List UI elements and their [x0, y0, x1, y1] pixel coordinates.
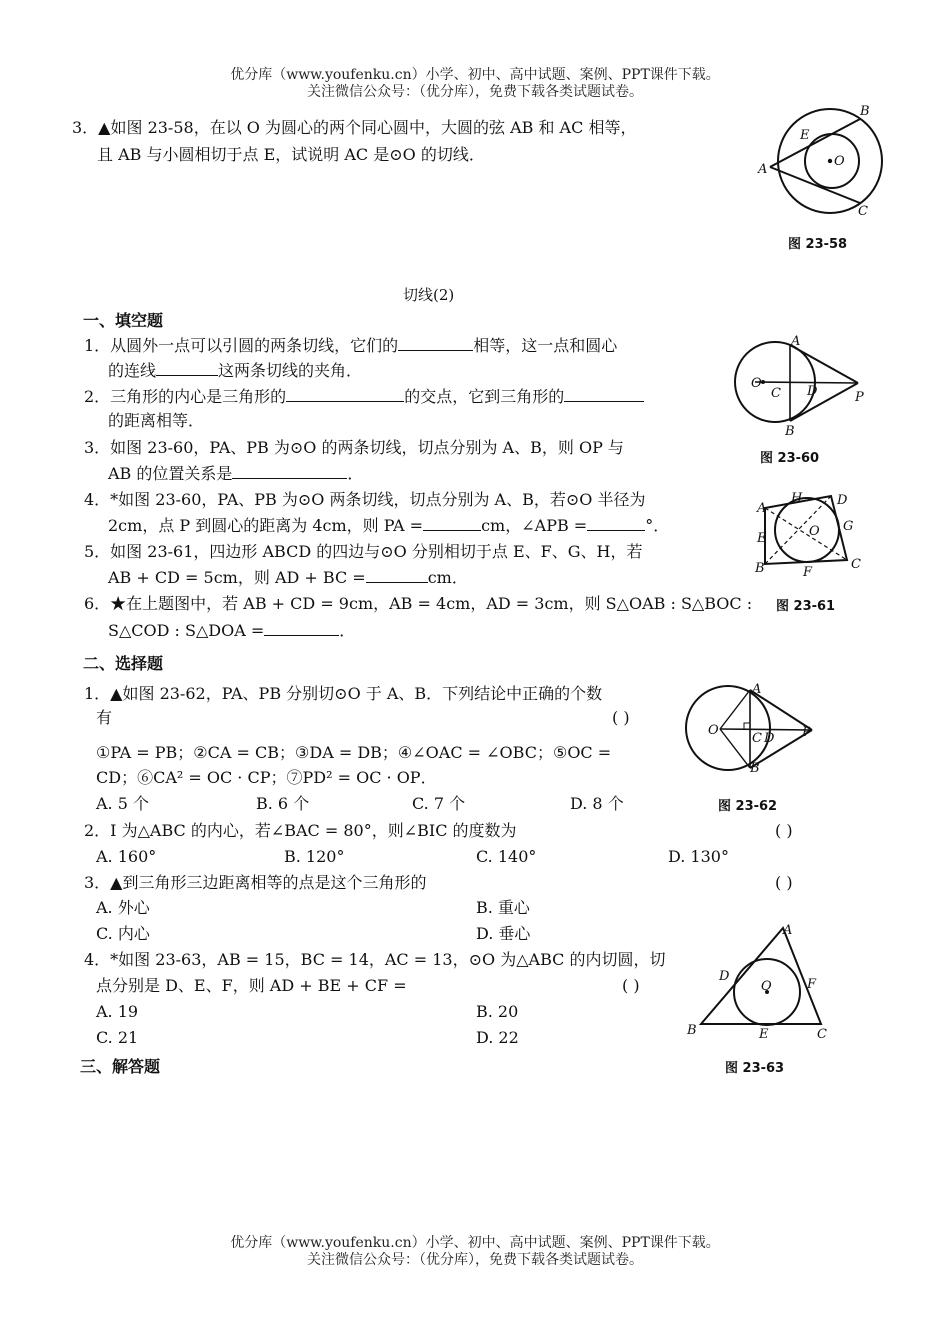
fig63-label-a: A [783, 923, 793, 938]
fig60-label-b: B [785, 424, 795, 439]
choice-q2-paren[interactable]: ( ) [775, 821, 793, 840]
choice-q1-option-c[interactable]: C. 7 个 [412, 794, 466, 813]
fill-q2-blank-2[interactable] [564, 386, 644, 402]
choice-q4-line-1: 4．*如图 23-63，AB = 15，BC = 14，AC = 13，⊙O 为△ABC 的内切圆，切 [84, 950, 666, 969]
fig61-label-b: B [755, 561, 765, 576]
fig58-label-o: O [834, 154, 845, 169]
choice-q2-option-b[interactable]: B. 120° [284, 847, 345, 866]
choice-q4-line-2: 点分别是 D、E、F，则 AD + BE + CF = [96, 976, 407, 995]
fig58-center-dot [828, 159, 832, 163]
choice-q2-option-a[interactable]: A. 160° [96, 847, 157, 866]
fig62-label-p: P [802, 725, 811, 740]
fig60-line-op [755, 382, 858, 383]
fill-q4-line-2 [108, 515, 669, 536]
caption-23-62: 图 23-62 [718, 799, 778, 814]
fill-q5-line-2 [108, 567, 468, 588]
answer-heading: 三、解答题 [80, 1057, 161, 1076]
choice-q4-option-d[interactable]: D. 22 [476, 1028, 519, 1047]
fig61-label-c: C [851, 557, 861, 572]
fill-q6-blank[interactable] [264, 620, 339, 636]
fill-q3-line-2 [108, 463, 363, 484]
fill-q2-text-b: 的交点，它到三角形的 [404, 387, 565, 406]
fig58-label-e: E [800, 128, 810, 143]
fig60-tangent-pa [790, 345, 858, 383]
figure-23-63 [683, 920, 833, 1045]
choice-q3-option-b[interactable]: B. 重心 [476, 898, 530, 917]
fill-q4-line-1: 4．*如图 23-60，PA、PB 为⊙O 两条切线，切点分别为 A、B，若⊙O 半径为 [84, 490, 646, 509]
choice-q1-line-3: ①PA = PB；②CA = CB；③DA = DB；④∠OAC = ∠OBC；⑤OC = [96, 743, 612, 762]
choice-q4-option-b[interactable]: B. 20 [476, 1002, 519, 1021]
choice-q4-paren[interactable]: ( ) [622, 976, 640, 995]
fig63-label-e: E [759, 1027, 769, 1042]
fig63-label-f: F [807, 977, 817, 992]
fill-q6-text-c: ． [339, 621, 356, 640]
fill-q1-line-2 [108, 360, 362, 381]
choice-q2-line: 2．I 为△ABC 的内心，若∠BAC = 80°，则∠BIC 的度数为 [84, 821, 517, 840]
fill-q1-text-c: 的连线 [108, 361, 157, 380]
fig61-quadrilateral [765, 496, 847, 564]
fill-q1-text-b: 相等，这一点和圆心 [473, 336, 618, 355]
fig62-label-d: D [764, 731, 775, 746]
fill-q1-blank-2[interactable] [156, 360, 218, 376]
fig58-label-c: C [858, 204, 868, 219]
caption-23-61: 图 23-61 [776, 599, 836, 614]
fig60-label-c: C [771, 386, 781, 401]
figure-23-58 [750, 105, 890, 225]
choice-q3-option-d[interactable]: D. 垂心 [476, 924, 531, 943]
fig61-label-e: E [757, 531, 767, 546]
caption-23-63: 图 23-63 [725, 1061, 785, 1076]
fill-q6-line-2 [108, 620, 355, 641]
fig60-tangent-pb [790, 383, 858, 421]
fill-q2-text-a: 2．三角形的内心是三角形的 [84, 387, 287, 406]
fig62-line-op [720, 729, 812, 730]
choice-q1-option-b[interactable]: B. 6 个 [256, 794, 310, 813]
footer-line-2: 关注微信公众号：（优分库），免费下载各类试题试卷。 [307, 1252, 643, 1268]
choice-q2-option-c[interactable]: C. 140° [476, 847, 537, 866]
fill-q3-text-b: AB 的位置关系是 [108, 464, 233, 483]
fig63-label-d: D [719, 969, 730, 984]
fig58-chord-ab [770, 119, 860, 167]
fig62-right-angle [744, 723, 750, 729]
fill-q6-text-b: S△COD : S△DOA = [108, 621, 265, 640]
q3-top-line-1: 3．▲如图 23-58，在以 O 为圆心的两个同心圆中，大圆的弦 AB 和 AC 相等， [72, 118, 637, 137]
fig60-label-o: O [751, 376, 762, 391]
fill-q2-blank-1[interactable] [286, 386, 404, 402]
fig61-label-f: F [803, 565, 813, 580]
fig62-label-c: C [752, 731, 762, 746]
choice-q4-option-c[interactable]: C. 21 [96, 1028, 139, 1047]
section-title: 切线(2) [403, 286, 455, 304]
fill-q3-blank[interactable] [232, 463, 347, 479]
fig63-label-c: C [817, 1027, 827, 1042]
fig58-label-b: B [860, 104, 870, 119]
choice-q1-line-4: CD；⑥CA² = OC · CP；⑦PD² = OC · OP． [96, 768, 437, 787]
fig58-label-a: A [758, 162, 768, 177]
fill-q4-text-b: 2cm，点 P 到圆心的距离为 4cm，则 PA = [108, 516, 424, 535]
fill-heading: 一、填空题 [83, 311, 164, 330]
choice-q1-line-1: 1．▲如图 23-62，PA、PB 分别切⊙O 于 A、B．下列结论中正确的个数 [84, 684, 603, 703]
choice-q3-option-c[interactable]: C. 内心 [96, 924, 150, 943]
q3-top-line-2: 且 AB 与小圆相切于点 E，试说明 AC 是⊙O 的切线． [97, 145, 485, 164]
fill-q5-blank[interactable] [366, 567, 428, 583]
fill-q1-blank-1[interactable] [398, 335, 473, 351]
fig61-label-h: H [791, 491, 803, 506]
fig62-label-o: O [708, 723, 719, 738]
fig62-circle [686, 686, 770, 770]
fill-q1-text-d: 这两条切线的夹角． [218, 361, 363, 380]
fill-q4-blank-2[interactable] [587, 515, 645, 531]
fill-q5-text-b: AB + CD = 5cm，则 AD + BC = [108, 568, 366, 587]
fig60-label-p: P [855, 390, 864, 405]
caption-23-58: 图 23-58 [788, 237, 848, 252]
choice-q3-line: 3．▲到三角形三边距离相等的点是这个三角形的 [84, 873, 427, 892]
fig62-label-a: A [752, 682, 762, 697]
fill-q1-line-1 [84, 335, 617, 356]
fig61-label-o: O [809, 524, 820, 539]
figure-23-60 [715, 334, 875, 439]
figure-23-61 [755, 490, 875, 580]
fill-q4-text-d: °． [645, 516, 670, 535]
fig62-label-b: B [750, 761, 760, 776]
fig61-label-g: G [843, 519, 854, 534]
fill-q1-text-a: 1．从圆外一点可以引圆的两条切线，它们的 [84, 336, 399, 355]
fill-q6-line-1: 6．★在上题图中，若 AB + CD = 9cm，AB = 4cm，AD = 3cm，则 S△OAB : S△BOC : [84, 594, 753, 613]
fill-q4-blank-1[interactable] [423, 515, 481, 531]
fill-q5-text-c: cm． [427, 568, 468, 587]
choice-q3-option-a[interactable]: A. 外心 [96, 898, 150, 917]
figure-23-62 [680, 680, 830, 780]
fig60-label-d: D [807, 384, 818, 399]
fig62-line-ob [720, 729, 750, 768]
caption-23-60: 图 23-60 [760, 451, 820, 466]
choice-heading: 二、选择题 [83, 654, 164, 673]
header-line-2: 关注微信公众号：（优分库），免费下载各类试题试卷。 [307, 84, 643, 100]
fill-q2-line-1 [84, 386, 644, 407]
fill-q3-text-c: ． [347, 464, 364, 483]
fig61-incircle [775, 498, 839, 562]
fig63-label-o: O [761, 979, 772, 994]
fig63-label-b: B [687, 1023, 697, 1038]
fig61-label-d: D [837, 493, 848, 508]
fig60-label-a: A [791, 334, 801, 349]
choice-q4-option-a[interactable]: A. 19 [96, 1002, 139, 1021]
choice-q1-paren[interactable]: ( ) [612, 708, 630, 727]
choice-q1-line-2: 有 [96, 708, 113, 727]
fill-q5-line-1: 5．如图 23-61，四边形 ABCD 的四边与⊙O 分别相切于点 E、F、G、H，若 [84, 542, 643, 561]
fig61-label-a: A [757, 501, 767, 516]
footer-line-1: 优分库（www.youfenku.cn）小学、初中、高中试题、案例、PPT课件下载。 [230, 1235, 720, 1251]
fill-q3-line-1: 3．如图 23-60，PA、PB 为⊙O 的两条切线，切点分别为 A、B，则 OP 与 [84, 438, 624, 457]
choice-q1-option-d[interactable]: D. 8 个 [570, 794, 624, 813]
fill-q2-line-2: 的距离相等． [108, 411, 205, 430]
choice-q3-paren[interactable]: ( ) [775, 873, 793, 892]
choice-q2-option-d[interactable]: D. 130° [668, 847, 729, 866]
choice-q1-option-a[interactable]: A. 5 个 [96, 794, 149, 813]
header-line-1: 优分库（www.youfenku.cn）小学、初中、高中试题、案例、PPT课件下载。 [230, 67, 720, 83]
fill-q4-text-c: cm，∠APB = [481, 516, 588, 535]
